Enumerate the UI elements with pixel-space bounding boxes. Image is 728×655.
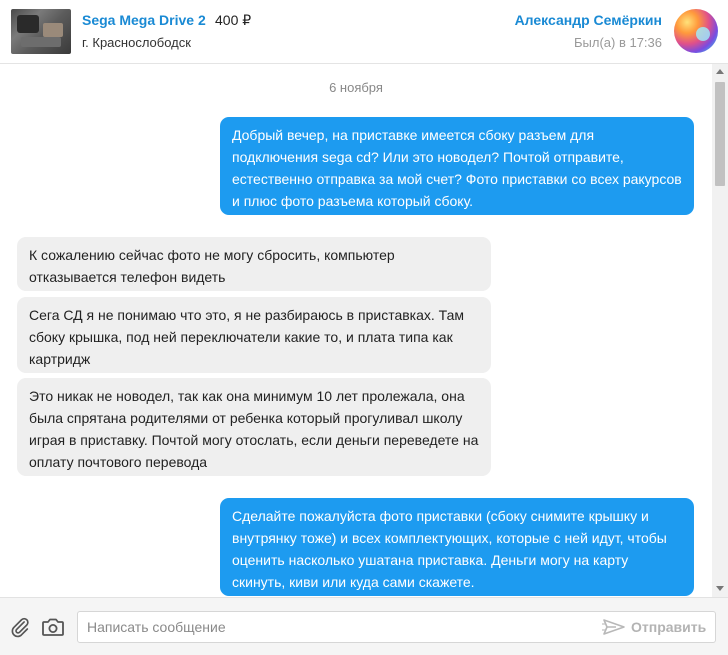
message-line: сбоку крышка, под ней переключатели какие то, и плата типа как <box>29 329 453 345</box>
message-list[interactable] <box>0 64 712 597</box>
message-bubble-outgoing[interactable] <box>220 117 694 215</box>
message-line: Сделайте пожалуйста фото приставки (сбоку снимите крышку и <box>232 508 649 524</box>
send-button-label: Отправить <box>631 619 707 635</box>
conversation-header <box>0 0 728 64</box>
paper-plane-icon <box>602 618 626 636</box>
message-line: оценить насколько ушатана приставка. Деньги могу на карту <box>232 552 629 568</box>
scrollbar[interactable] <box>712 64 728 597</box>
send-button[interactable] <box>602 616 706 638</box>
message-line: играя в приставку. Почтой могу отослать, если деньги переведете на <box>29 432 479 448</box>
message-line: оплату почтового перевода <box>29 454 208 470</box>
message-line: внутрянку тоже) и всех комплектующих, которые с ней идут, чтобы <box>232 530 667 546</box>
date-separator: 6 ноября <box>329 80 383 95</box>
interlocutor-name-link[interactable]: Александр Семёркин <box>514 12 662 28</box>
message-line: Сега СД я не понимаю что это, я не разбираюсь в приставках. Там <box>29 307 464 323</box>
message-line: и плюс фото разъема который сбоку. <box>232 193 474 209</box>
message-line: Добрый вечер, на приставке имеется сбоку разъем для <box>232 127 595 143</box>
message-line: К сожалению сейчас фото не могу сбросить, компьютер <box>29 247 395 263</box>
camera-icon <box>41 616 65 638</box>
attach-button[interactable] <box>9 616 33 638</box>
message-line: Это никак не новодел, так как она минимум 10 лет пролежала, она <box>29 388 465 404</box>
ad-thumbnail[interactable] <box>11 9 71 54</box>
message-bubble-incoming[interactable] <box>17 378 491 476</box>
message-composer <box>0 597 728 655</box>
message-line: естественно отправка за мой счет? Фото приставки со всех ракурсов <box>232 171 682 187</box>
last-seen-status: Был(а) в 17:36 <box>573 35 662 50</box>
camera-button[interactable] <box>41 616 65 638</box>
ad-price: 400 ₽ <box>215 12 252 28</box>
ad-city: г. Краснослободск <box>82 35 191 50</box>
scrollbar-thumb[interactable] <box>715 82 725 186</box>
message-line: подключения sega cd? Или это новодел? Почтой отправите, <box>232 149 624 165</box>
message-line: картридж <box>29 351 91 367</box>
message-bubble-outgoing[interactable] <box>220 498 694 596</box>
message-bubble-incoming[interactable] <box>17 297 491 373</box>
ad-title-link[interactable]: Sega Mega Drive 2 <box>82 12 206 28</box>
message-line: была спрятана родителями от ребенка который прогуливал школу <box>29 410 463 426</box>
message-line: скинуть, киви или куда сами скажете. <box>232 574 475 590</box>
paperclip-icon <box>9 616 31 638</box>
scroll-up-arrow-icon[interactable] <box>716 69 724 74</box>
scroll-down-arrow-icon[interactable] <box>716 586 724 591</box>
avatar[interactable] <box>674 9 718 53</box>
message-bubble-incoming[interactable] <box>17 237 491 291</box>
message-line: отказывается телефон видеть <box>29 269 226 285</box>
